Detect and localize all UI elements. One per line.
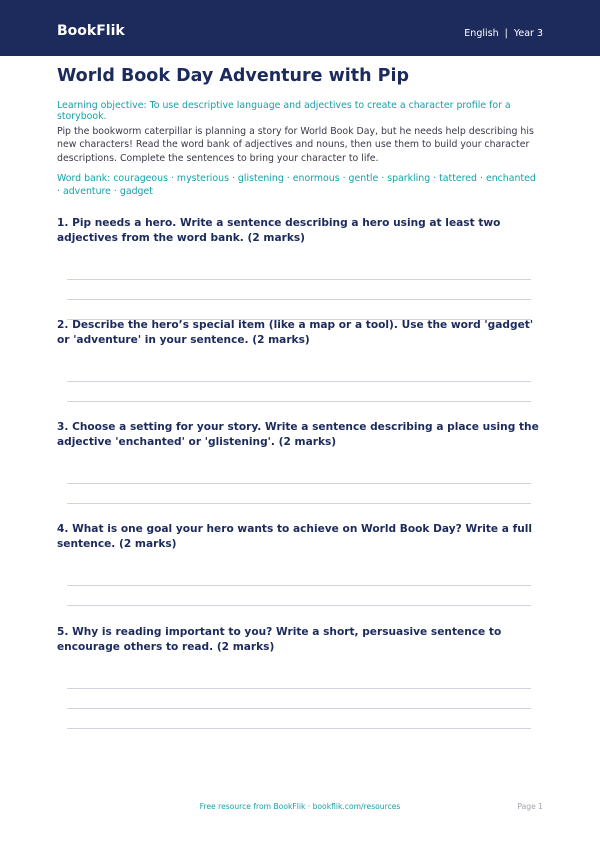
footer-credit[interactable]: Free resource from BookFlik · bookflik.com/resources — [199, 802, 401, 811]
page-title: World Book Day Adventure with Pip — [57, 66, 410, 86]
header-bar — [0, 0, 600, 56]
answer-line-3b[interactable] — [67, 503, 531, 504]
answer-line-4b[interactable] — [67, 605, 531, 606]
answer-line-5a[interactable] — [67, 688, 531, 689]
answer-line-5c[interactable] — [67, 728, 531, 729]
question-1: 1. Pip needs a hero. Write a sentence describing a hero using at least two adjectives from the word bank. (2 marks) — [57, 217, 501, 244]
answer-line-5b[interactable] — [67, 708, 531, 709]
separator: | — [504, 28, 508, 39]
question-4: 4. What is one goal your hero wants to achieve on World Book Day? Write a full sentence. (2 marks) — [57, 523, 533, 550]
question-5: 5. Why is reading important to you? Write a short, persuasive sentence to encourage others to read. (2 marks) — [57, 626, 502, 653]
page-number: Page 1 — [517, 802, 543, 811]
answer-line-1b[interactable] — [67, 299, 531, 300]
brand-logo: BookFlik — [57, 23, 125, 39]
word-bank: Word bank: courageous · mysterious · glistening · enormous · gentle · sparkling · tattered · enchanted · adventure · gadget — [57, 173, 536, 198]
answer-line-2a[interactable] — [67, 381, 531, 382]
answer-line-4a[interactable] — [67, 585, 531, 586]
subject-label: English — [464, 28, 499, 39]
year-label: Year 3 — [513, 28, 543, 39]
learning-objective: Learning objective: To use descriptive language and adjectives to create a character profile for a storybook. — [57, 100, 511, 122]
answer-line-1a[interactable] — [67, 279, 531, 280]
subject-year — [464, 28, 543, 39]
question-2: 2. Describe the hero’s special item (like a map or a tool). Use the word 'gadget' or 'adventure' in your sentence. (2 marks) — [57, 319, 534, 346]
answer-line-2b[interactable] — [67, 401, 531, 402]
question-3: 3. Choose a setting for your story. Write a sentence describing a place using the adjective 'enchanted' or 'glistening'. (2 marks) — [57, 421, 539, 448]
answer-line-3a[interactable] — [67, 483, 531, 484]
intro-paragraph: Pip the bookworm caterpillar is planning a story for World Book Day, but he needs help describing his new characters! Read the word bank of adjectives and nouns, then use them to build your character descriptions. Complete the sentences to bring your character to life. — [57, 126, 534, 164]
